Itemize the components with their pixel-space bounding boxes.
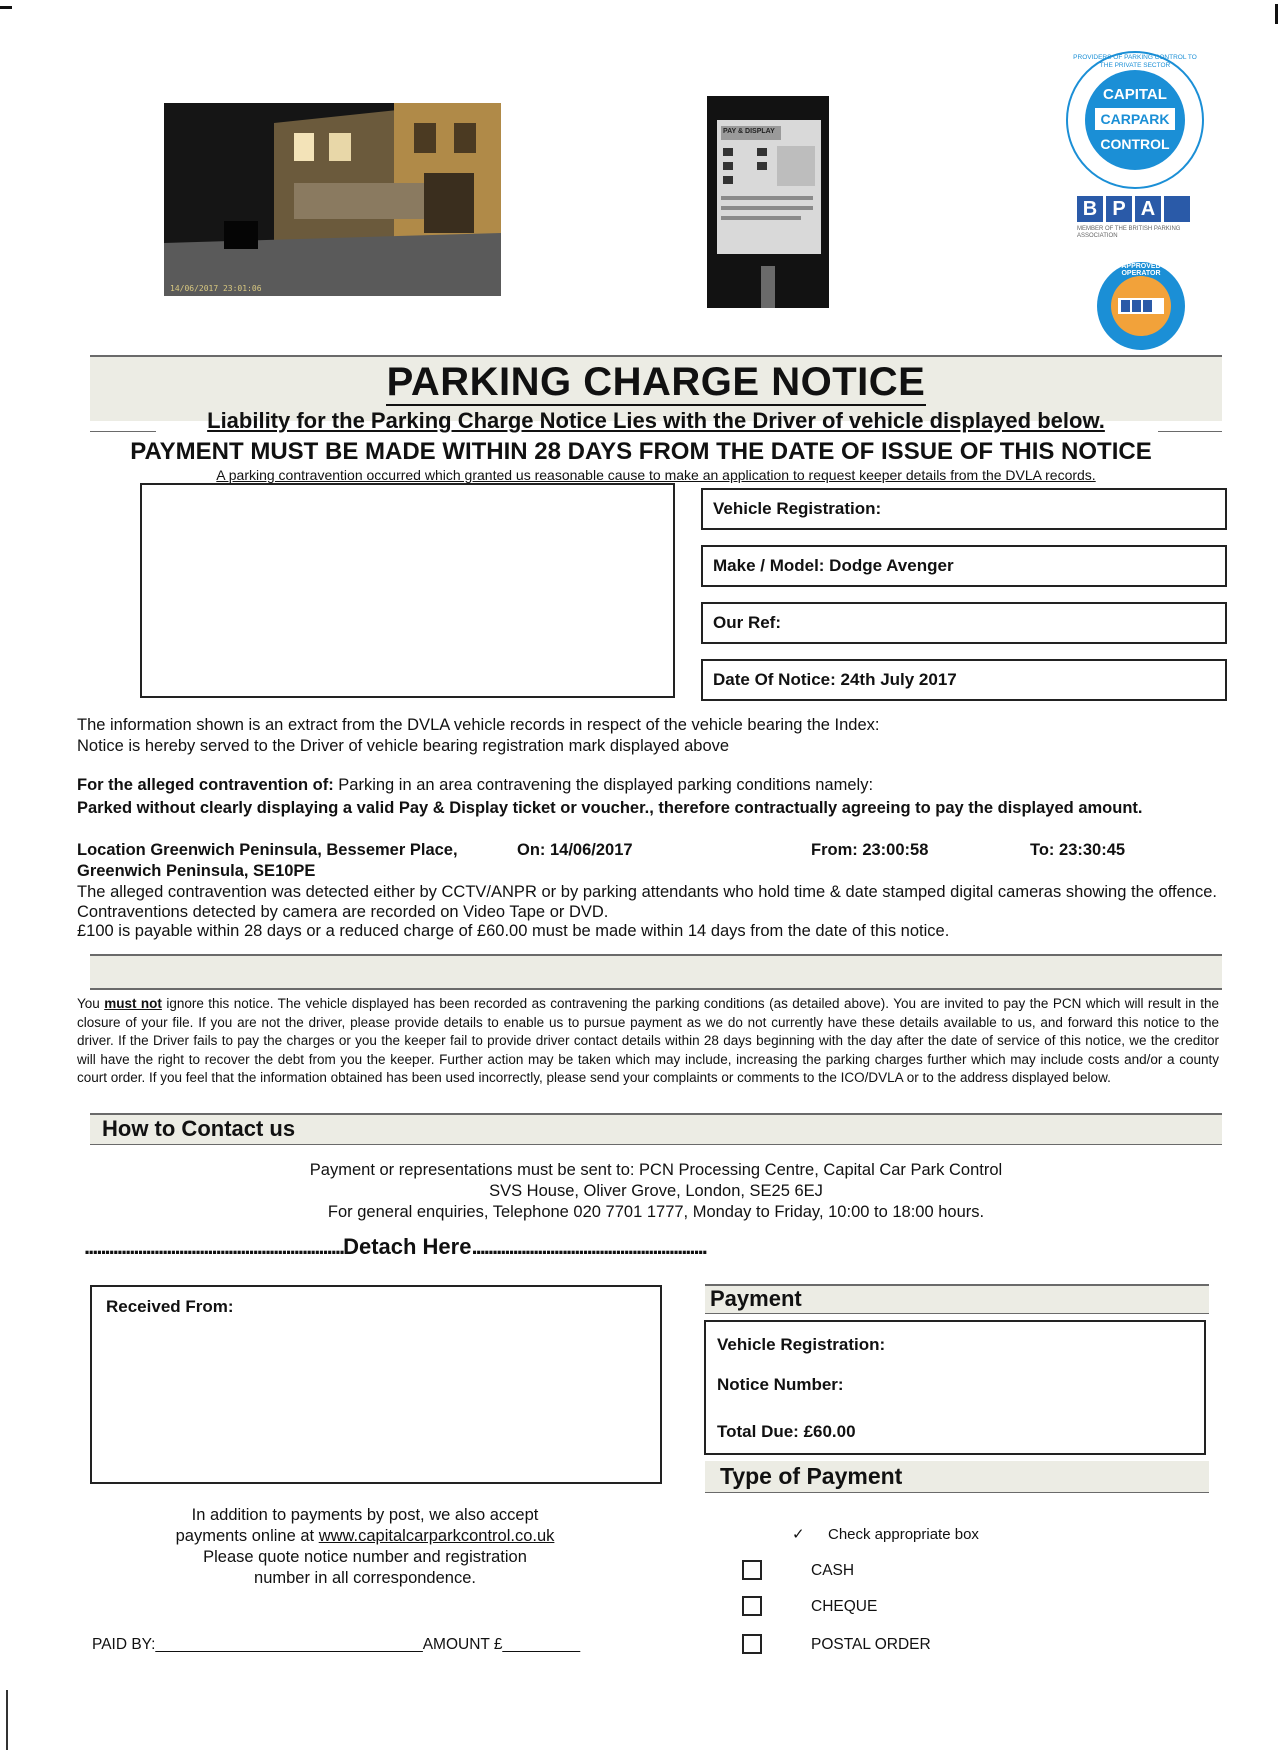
bpa-letter-p: P (1106, 196, 1132, 222)
approved-ring-text: APPROVED OPERATOR (1121, 263, 1161, 277)
alleged-text: Parking in an area contravening the displayed parking conditions namely: (338, 776, 874, 794)
capital-car-park-logo (1065, 50, 1205, 190)
bpa-swoosh-icon (1164, 196, 1190, 222)
amount-blank[interactable]: _________ (502, 1636, 581, 1653)
approved-operator-badge (1096, 261, 1186, 351)
svg-text:14/06/2017 23:01:06: 14/06/2017 23:01:06 (170, 284, 262, 293)
notice-title: PARKING CHARGE NOTICE (386, 360, 926, 404)
contact-line-3: For general enquiries, Telephone 020 7701 1777, Monday to Friday, 10:00 to 18:00 hours. (327, 1203, 985, 1221)
payment-vehicle-registration: Vehicle Registration: (717, 1335, 886, 1354)
logo-sub1-text: CARPARK (1100, 111, 1170, 127)
payment-heading: Payment (710, 1286, 802, 1311)
bpa-logo (1077, 196, 1207, 246)
received-from-label: Received From: (106, 1297, 234, 1316)
title-underline (386, 404, 926, 406)
to-time: To: 23:30:45 (1030, 841, 1126, 859)
location-line-2: Greenwich Peninsula, SE10PE (77, 862, 316, 880)
liability-line: Liability for the Parking Charge Notice Lies with the Driver of vehicle displayed below. (207, 408, 1105, 433)
location-line: Location Greenwich Peninsula, Bessemer Place, (77, 841, 458, 859)
payment-deadline: PAYMENT MUST BE MADE WITHIN 28 DAYS FROM THE DATE OF ISSUE OF THIS NOTICE (130, 438, 1152, 465)
payment-bottom-rule (705, 1313, 1209, 1314)
website-link[interactable]: www.capitalcarparkcontrol.co.uk (318, 1527, 555, 1545)
contravention-date: On: 14/06/2017 (517, 841, 633, 859)
from-time: From: 23:00:58 (811, 841, 929, 859)
type-of-payment-heading: Type of Payment (720, 1463, 903, 1489)
online-line-2 (130, 1526, 600, 1547)
address-box (140, 483, 675, 698)
detach-left-dots: ............................................................... (84, 1234, 344, 1259)
warning-text: ignore this notice. The vehicle displayed has been recorded as contravening the parking conditions (as detailed above). You are invited to pay the PCN which will result in the closure of your file. If you are not the driver, please provide details to enable us to pursue payment as we do not currently have these details available to us, and forward this notice to the driver. If the Driver fails to pay the charges or you the keeper fail to provide driver contact details within 28 days beginning with the day after the date of service of this notice, we the creditor will have the right to recover the debt from you the keeper. Further action may be taken which may include, increasing the parking charges further which may include costs and/or a county court order. If you feel that the information obtained has been used incorrectly, please send your complaints or comments to the ICO/DVLA or to the address displayed below. (77, 996, 1219, 1085)
vehicle-registration-field: Vehicle Registration: (701, 488, 1227, 530)
must-not-text: must not (104, 996, 162, 1011)
detection-text: The alleged contravention was detected either by CCTV/ANPR or by parking attendants who hold time & date stamped digital cameras showing the offence. Contraventions detected by camera are recorded on Video Tape or DVD. (77, 883, 1217, 921)
paid-by-line (92, 1636, 580, 1654)
notice-served-line: Notice is hereby served to the Driver of vehicle bearing registration mark displayed above (77, 737, 730, 755)
band-bottom-rule (90, 988, 1222, 990)
online-payment-note (130, 1505, 600, 1589)
alleged-contravention-line (77, 776, 1227, 795)
amount-label: AMOUNT £ (422, 1636, 503, 1653)
online-line-4: number in all correspondence. (254, 1569, 476, 1587)
contact-bottom-rule (90, 1144, 1222, 1145)
parked-without-ticket: Parked without clearly displaying a valid Pay & Display ticket or voucher., therefore contractually agreeing to pay the displayed amount. (77, 799, 1143, 817)
paid-by-label: PAID BY: (92, 1636, 156, 1653)
logo-ring-text: PROVIDERS OF PARKING CONTROL TO THE PRIVATE SECTOR (1073, 54, 1197, 69)
alleged-label: For the alleged contravention of: (77, 776, 334, 794)
notice-number: Notice Number: (717, 1375, 844, 1394)
check-mark-icon: ✓ (792, 1526, 805, 1543)
bpa-letter-a: A (1135, 196, 1161, 222)
cash-checkbox[interactable] (742, 1560, 762, 1580)
evidence-photo-street (164, 103, 501, 296)
title-top-rule (90, 355, 1222, 357)
type-bottom-rule (705, 1492, 1209, 1493)
bpa-caption: MEMBER OF THE BRITISH PARKING ASSOCIATION (1077, 226, 1181, 239)
dvla-request-line: A parking contravention occurred which granted us reasonable cause to make an application to request keeper details from the DVLA records. (216, 467, 1096, 483)
warning-paragraph (77, 995, 1219, 1088)
detach-line (84, 1234, 1234, 1260)
detach-right-dots: ......................................................... (471, 1234, 706, 1259)
logo-main-text: CAPITAL (1103, 86, 1167, 103)
online-line-3: Please quote notice number and registration (203, 1548, 527, 1566)
contact-line-1: Payment or representations must be sent to: PCN Processing Centre, Capital Car Park Control (309, 1161, 1003, 1179)
our-ref-field: Our Ref: (701, 602, 1227, 644)
cheque-label: CHEQUE (811, 1598, 878, 1615)
corner-mark (0, 6, 12, 9)
contact-line-2: SVS House, Oliver Grove, London, SE25 6EJ (489, 1182, 823, 1200)
left-edge-line (6, 1690, 8, 1750)
right-edge-mark (1275, 4, 1278, 24)
make-model-field: Make / Model: Dodge Avenger (701, 545, 1227, 587)
warning-prefix: You (77, 996, 105, 1011)
logo-sub2-text: CONTROL (1100, 136, 1170, 152)
contact-heading: How to Contact us (102, 1116, 296, 1141)
evidence-photo-sign (707, 96, 829, 308)
sign-title: PAY & DISPLAY (723, 128, 775, 135)
payable-text: £100 is payable within 28 days or a reduced charge of £60.00 must be made within 14 days from the date of this notice. (77, 922, 950, 940)
date-of-notice-field: Date Of Notice: 24th July 2017 (701, 659, 1227, 701)
grey-band (90, 956, 1222, 990)
total-due: Total Due: £60.00 (717, 1422, 856, 1441)
dvla-info-line: The information shown is an extract from the DVLA vehicle records in respect of the vehicle bearing the Index: (77, 716, 880, 734)
online-line-2-prefix: payments online at (175, 1527, 319, 1545)
paid-by-blank[interactable]: _______________________________ (155, 1636, 423, 1653)
postal-order-label: POSTAL ORDER (811, 1636, 931, 1653)
check-instruction: Check appropriate box (828, 1526, 979, 1543)
cash-label: CASH (811, 1562, 855, 1579)
cheque-checkbox[interactable] (742, 1596, 762, 1616)
online-line-1: In addition to payments by post, we also accept (191, 1506, 539, 1524)
bpa-letter-b: B (1077, 196, 1103, 222)
detach-label: Detach Here (343, 1234, 472, 1259)
postal-order-checkbox[interactable] (742, 1634, 762, 1654)
